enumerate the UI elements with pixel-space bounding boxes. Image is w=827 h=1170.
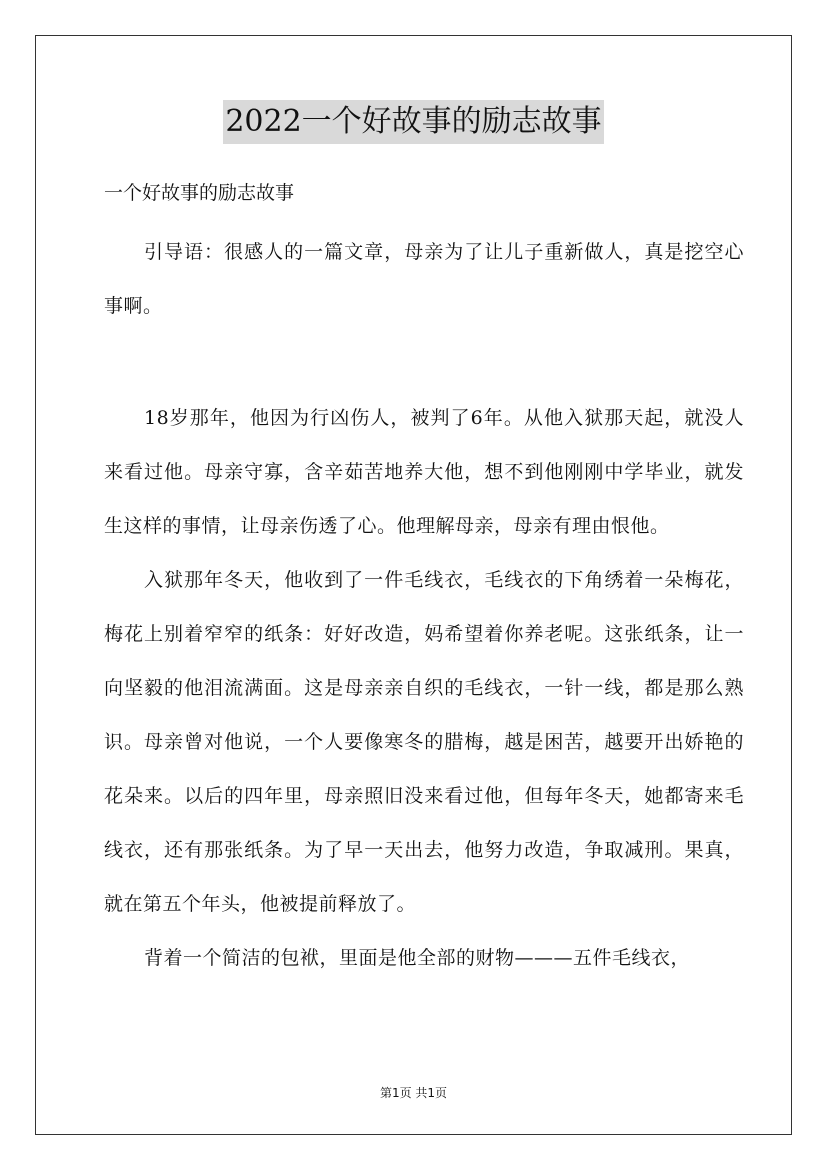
document-body <box>104 225 744 985</box>
paragraph-3: 背着一个简洁的包袱，里面是他全部的财物———五件毛线衣， <box>144 947 691 969</box>
paragraph-2: 入狱那年冬天，他收到了一件毛线衣，毛线衣的下角绣着一朵梅花，梅花上别着窄窄的纸条：好好改造，妈希望着你养老呢。这张纸条，让一向坚毅的他泪流满面。这是母亲亲自织的毛线衣，一针一线，都是那么熟识。母亲曾对他说，一个人要像寒冬的腊梅，越是困苦，越要开出娇艳的花朵来。以后的四年里，母亲照旧没来看过他，但每年冬天，她都寄来毛线衣，还有那张纸条。为了早一天出去，他努力改造，争取减刑。果真，就在第五个年头，他被提前释放了。 <box>104 569 744 915</box>
page-footer: 第1页 共1页 <box>379 1086 448 1100</box>
document-title: 2022一个好故事的励志故事 <box>223 100 603 144</box>
paragraph-1: 18岁那年，他因为行凶伤人，被判了6年。从他入狱那天起，就没人来看过他。母亲守寡，含辛茹苦地养大他，想不到他刚刚中学毕业，就发生这样的事情，让母亲伤透了心。他理解母亲，母亲有理由恨他。 <box>104 407 744 537</box>
title-container <box>0 100 827 144</box>
document-subtitle: 一个好故事的励志故事 <box>104 182 295 204</box>
paragraph-intro: 引导语：很感人的一篇文章，母亲为了让儿子重新做人，真是挖空心事啊。 <box>104 241 744 317</box>
